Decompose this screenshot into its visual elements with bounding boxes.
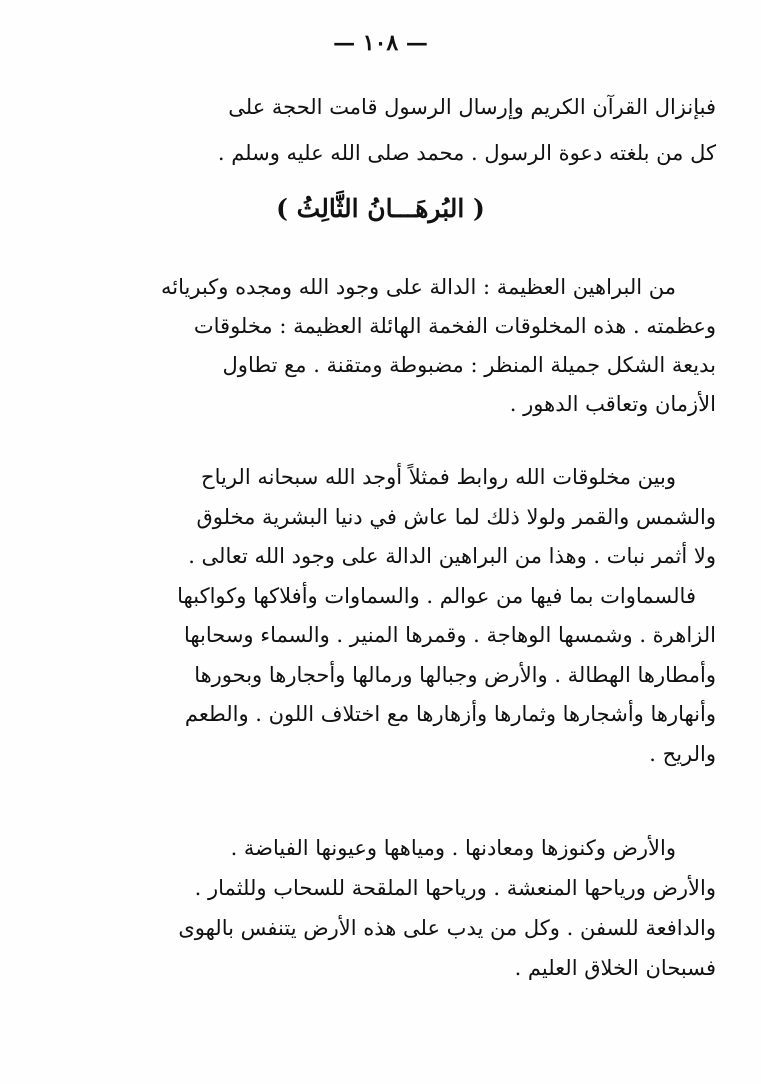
paragraph-3 bbox=[66, 828, 716, 988]
paragraph-2-line: والريح . bbox=[649, 741, 716, 766]
paragraph-2-line: والشمس والقمر ولولا ذلك لما عاش في دنيا البشرية مخلوق bbox=[196, 504, 716, 529]
intro-paragraph bbox=[66, 84, 716, 176]
paragraph-1 bbox=[66, 268, 716, 424]
paragraph-3-line: والأرض ورياحها المنعشة . ورياحها الملقحة للسحاب وللثمار . bbox=[194, 876, 716, 900]
paragraph-1-line: بديعة الشكل جميلة المنظر : مضبوطة ومتقنة . مع تطاول bbox=[222, 353, 716, 377]
paragraph-1-line: الأزمان وتعاقب الدهور . bbox=[509, 392, 716, 416]
paragraph-3-line: والدافعة للسفن . وكل من يدب على هذه الأرض يتنفس بالهوى bbox=[178, 916, 716, 940]
paragraph-1-line: من البراهين العظيمة : الدالة على وجود الله ومجده وكبريائه bbox=[161, 275, 676, 299]
intro-line: فبإنزال القرآن الكريم وإرسال الرسول قامت الحجة على bbox=[228, 95, 716, 119]
paragraph-2-line: وبين مخلوقات الله روابط فمثلاً أوجد الله سبحانه الرياح bbox=[201, 465, 676, 489]
paragraph-2 bbox=[66, 458, 716, 774]
section-heading: ( البُرهَـــانُ الثَّالِثُ ) bbox=[276, 194, 485, 223]
paragraph-1-line: وعظمته . هذه المخلوقات الفخمة الهائلة العظيمة : مخلوقات bbox=[193, 314, 716, 338]
paragraph-3-line: فسبحان الخلاق العليم . bbox=[514, 956, 716, 980]
paragraph-2-line: وأمطارها الهطالة . والأرض وجبالها ورمالها وأحجارها وبحورها bbox=[194, 662, 716, 687]
intro-line: كل من بلغته دعوة الرسول . محمد صلى الله عليه وسلم . bbox=[217, 141, 716, 165]
page-number: — ١٠٨ — bbox=[333, 30, 428, 56]
paragraph-3-line: والأرض وكنوزها ومعادنها . ومياهها وعيونها الفياضة . bbox=[230, 836, 676, 860]
paragraph-2-line: الزاهرة . وشمسها الوهاجة . وقمرها المنير . والسماء وسحابها bbox=[183, 623, 716, 647]
paragraph-2-line: ولا أثمر نبات . وهذا من البراهين الدالة على وجود الله تعالى . bbox=[188, 544, 716, 568]
paragraph-2-line: فالسماوات بما فيها من عوالم . والسماوات وأفلاكها وكواكبها bbox=[177, 583, 696, 608]
paragraph-2-line: وأنهارها وأشجارها وثمارها وأزهارها مع اختلاف اللون . والطعم bbox=[184, 702, 716, 726]
